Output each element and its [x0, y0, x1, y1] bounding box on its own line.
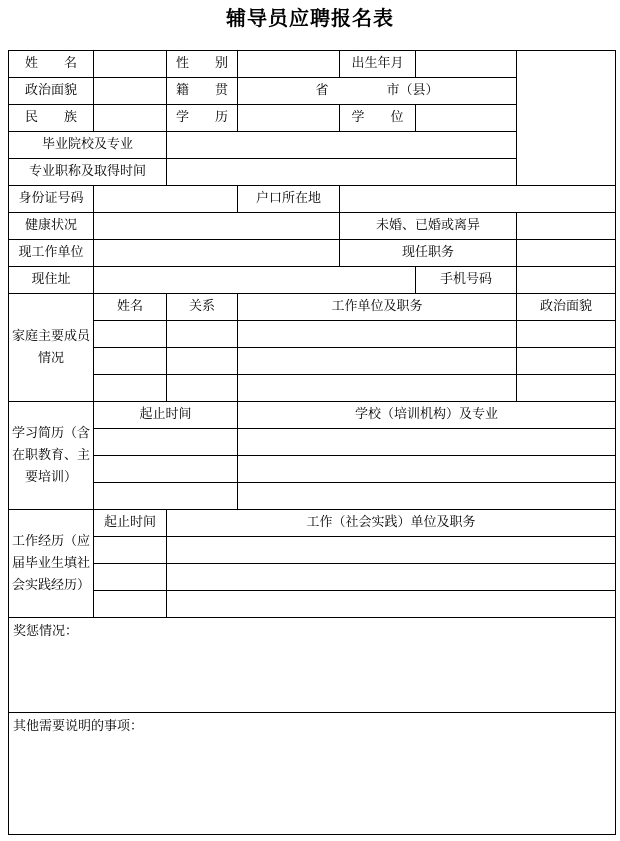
- label-native: 籍 贯: [167, 78, 238, 105]
- work-cell[interactable]: [94, 564, 167, 591]
- label-title-time: 专业职称及取得时间: [9, 159, 167, 186]
- field-school-major[interactable]: [167, 132, 517, 159]
- field-name[interactable]: [94, 51, 167, 78]
- label-ethnic: 民 族: [9, 105, 94, 132]
- form-title: 辅导员应聘报名表: [226, 6, 394, 30]
- label-id-number: 身份证号码: [9, 186, 94, 213]
- family-cell[interactable]: [94, 348, 167, 375]
- study-cell[interactable]: [94, 456, 238, 483]
- family-header-row: [9, 294, 616, 321]
- field-ethnic[interactable]: [94, 105, 167, 132]
- family-cell[interactable]: [167, 321, 238, 348]
- label-current-position: 现任职务: [340, 240, 517, 267]
- field-current-unit[interactable]: [94, 240, 340, 267]
- label-health: 健康状况: [9, 213, 94, 240]
- field-marital[interactable]: [517, 213, 616, 240]
- label-address: 现住址: [9, 267, 94, 294]
- family-col-unit: 工作单位及职务: [238, 294, 517, 321]
- label-gender: 性 别: [167, 51, 238, 78]
- city-text: 市（县）: [386, 83, 439, 98]
- label-political: 政治面貌: [9, 78, 94, 105]
- field-address[interactable]: [94, 267, 416, 294]
- family-cell[interactable]: [517, 375, 616, 402]
- family-col-political: 政治面貌: [517, 294, 616, 321]
- work-cell[interactable]: [94, 537, 167, 564]
- field-degree[interactable]: [416, 105, 517, 132]
- photo-box[interactable]: [517, 51, 616, 186]
- label-study: 学习简历（含在职教育、主要培训）: [9, 402, 94, 510]
- family-cell[interactable]: [517, 348, 616, 375]
- awards-label: 奖惩情况：: [13, 624, 79, 639]
- label-mobile: 手机号码: [416, 267, 517, 294]
- row-id: [9, 186, 616, 213]
- field-gender[interactable]: [238, 51, 340, 78]
- field-education[interactable]: [238, 105, 340, 132]
- label-school-major: 毕业院校及专业: [9, 132, 167, 159]
- field-health[interactable]: [94, 213, 340, 240]
- work-col-unit: 工作（社会实践）单位及职务: [167, 510, 616, 537]
- field-id-number[interactable]: [94, 186, 238, 213]
- awards-row: [9, 618, 616, 713]
- field-hukou[interactable]: [340, 186, 616, 213]
- study-row: [9, 483, 616, 510]
- field-mobile[interactable]: [517, 267, 616, 294]
- row-unit: [9, 240, 616, 267]
- label-hukou: 户口所在地: [238, 186, 340, 213]
- field-title-time[interactable]: [167, 159, 517, 186]
- field-native[interactable]: [238, 78, 517, 105]
- family-row: [9, 321, 616, 348]
- label-marital: 未婚、已婚或离异: [340, 213, 517, 240]
- family-cell[interactable]: [167, 348, 238, 375]
- other-label: 其他需要说明的事项：: [13, 719, 144, 734]
- application-form-table: [8, 50, 616, 835]
- study-col-school: 学校（培训机构）及专业: [238, 402, 616, 429]
- family-col-name: 姓名: [94, 294, 167, 321]
- study-header-row: [9, 402, 616, 429]
- family-col-relation: 关系: [167, 294, 238, 321]
- label-family: 家庭主要成员情况: [9, 294, 94, 402]
- work-row: [9, 537, 616, 564]
- row-health: [9, 213, 616, 240]
- field-birth[interactable]: [416, 51, 517, 78]
- study-cell[interactable]: [94, 429, 238, 456]
- province-text: 省: [315, 83, 329, 98]
- row-address: [9, 267, 616, 294]
- family-cell[interactable]: [167, 375, 238, 402]
- family-cell[interactable]: [238, 375, 517, 402]
- work-cell[interactable]: [167, 537, 616, 564]
- family-cell[interactable]: [94, 375, 167, 402]
- other-box[interactable]: [9, 713, 616, 835]
- work-col-period: 起止时间: [94, 510, 167, 537]
- work-cell[interactable]: [94, 591, 167, 618]
- field-political[interactable]: [94, 78, 167, 105]
- study-cell[interactable]: [238, 456, 616, 483]
- field-current-position[interactable]: [517, 240, 616, 267]
- other-row: [9, 713, 616, 835]
- family-row: [9, 348, 616, 375]
- family-row: [9, 375, 616, 402]
- awards-box[interactable]: [9, 618, 616, 713]
- label-current-unit: 现工作单位: [9, 240, 94, 267]
- study-row: [9, 429, 616, 456]
- family-cell[interactable]: [94, 321, 167, 348]
- study-row: [9, 456, 616, 483]
- family-cell[interactable]: [517, 321, 616, 348]
- label-work: 工作经历（应届毕业生填社会实践经历）: [9, 510, 94, 618]
- family-cell[interactable]: [238, 321, 517, 348]
- study-cell[interactable]: [238, 483, 616, 510]
- label-education: 学 历: [167, 105, 238, 132]
- work-row: [9, 564, 616, 591]
- label-degree: 学 位: [340, 105, 416, 132]
- work-cell[interactable]: [167, 564, 616, 591]
- row-name: [9, 51, 616, 78]
- label-birth: 出生年月: [340, 51, 416, 78]
- study-col-period: 起止时间: [94, 402, 238, 429]
- family-cell[interactable]: [238, 348, 517, 375]
- work-row: [9, 591, 616, 618]
- work-cell[interactable]: [167, 591, 616, 618]
- work-header-row: [9, 510, 616, 537]
- study-cell[interactable]: [238, 429, 616, 456]
- study-cell[interactable]: [94, 483, 238, 510]
- label-name: 姓 名: [9, 51, 94, 78]
